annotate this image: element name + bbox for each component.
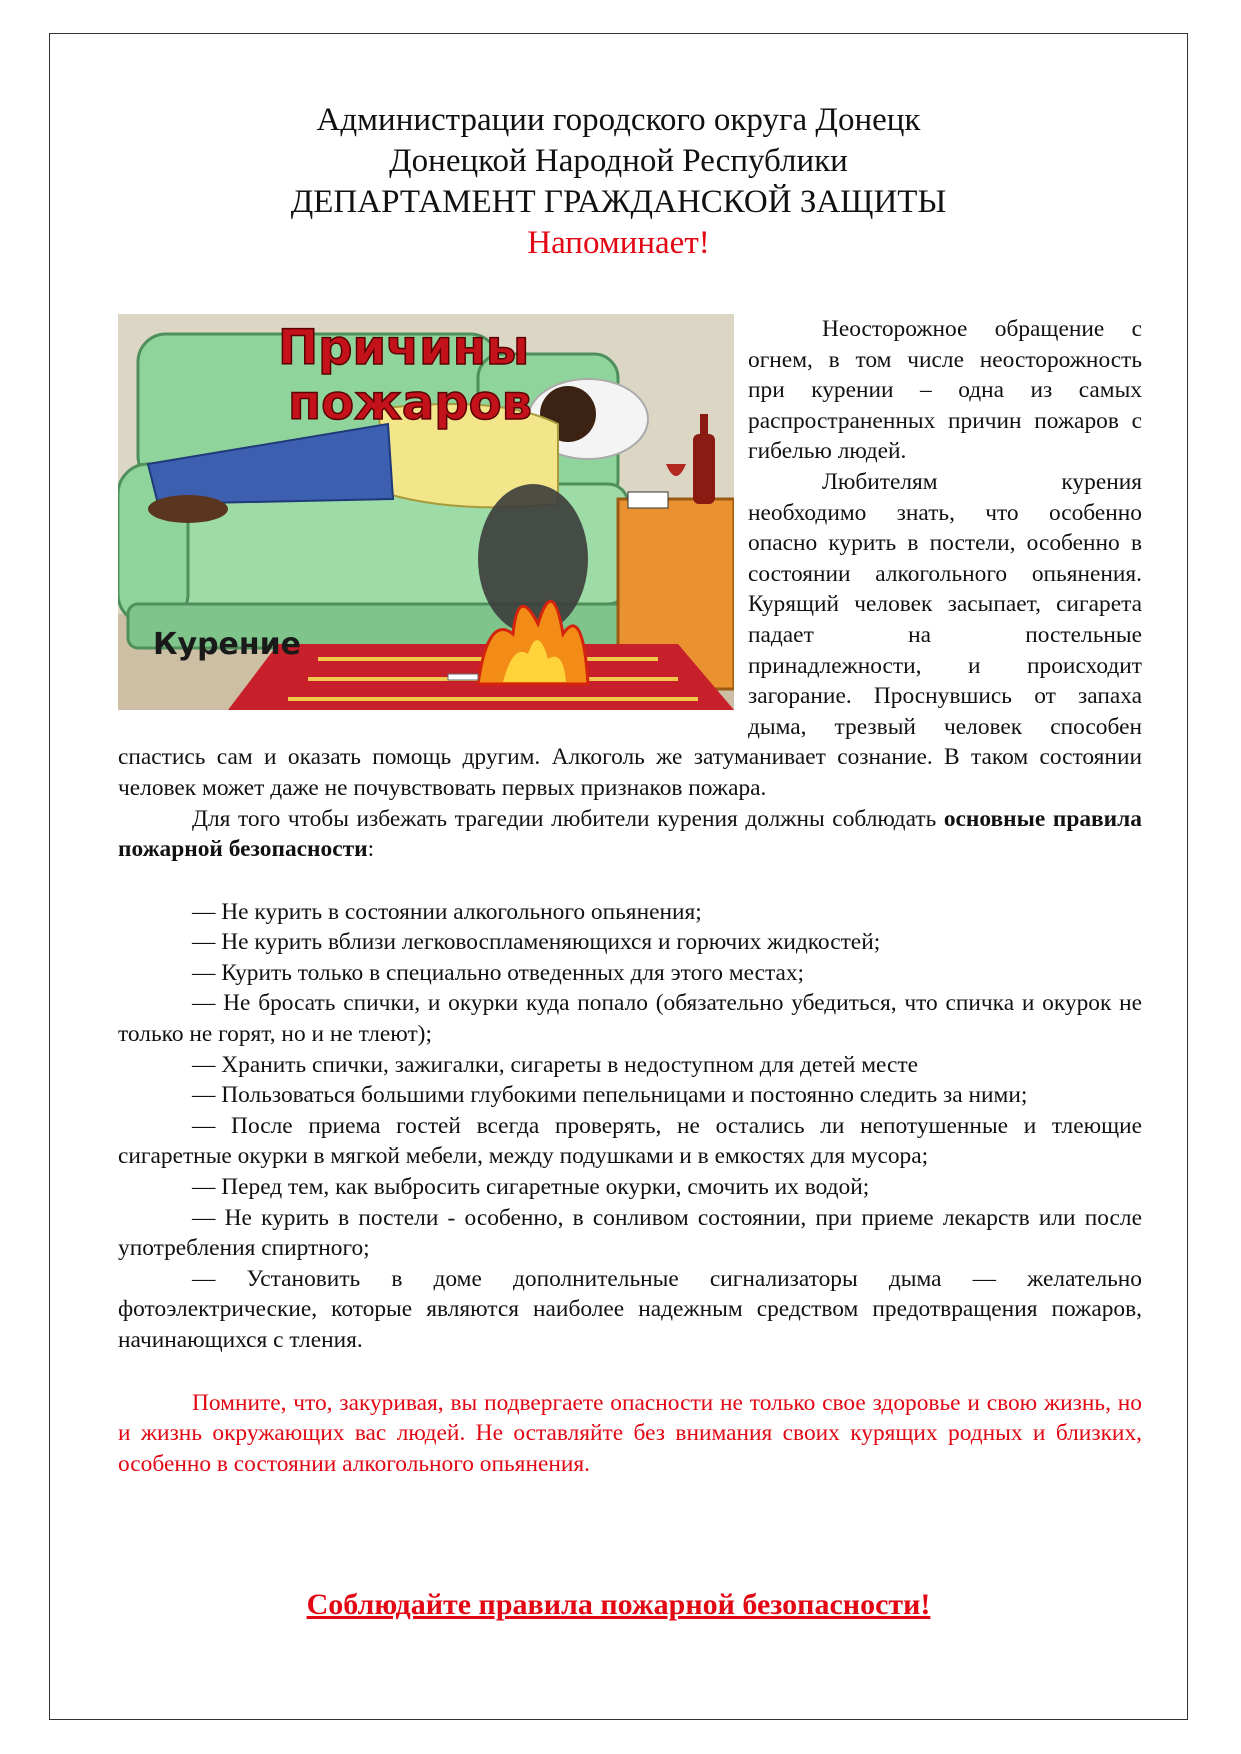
rules-list — [118, 897, 1142, 1356]
rule-item: — Не курить вблизи легковоспламеняющихся и горючих жидкостей; — [192, 929, 881, 956]
rule-item: — Пользоваться большими глубокими пепельницами и постоянно следить за ними; — [192, 1082, 1028, 1109]
rule-item: — Хранить спички, зажигалки, сигареты в недоступном для детей месте — [192, 1051, 918, 1078]
rule-item: — Не курить в постели - особенно, в сонливом состоянии, при приеме лекарств или после употребления спиртного; — [118, 1204, 1142, 1262]
fire-causes-illustration — [118, 314, 734, 710]
smoke-cloud — [478, 484, 588, 634]
paragraph-smoking-danger: Любителям курения необходимо знать, что особенно опасно курить в постели, особенно в состоянии алкогольного опьянения. Курящий человек засыпает, сигарета падает на постельные принадлежности, и происходит загорание. Проснувшись от запаха дыма, трезвый человек способен спастись сам и оказать помощь другим. Алкоголь же затуманивает сознание. В таком состоянии человек может даже не почувствовать первых признаков пожара. — [118, 468, 1142, 801]
rule-item: — Перед тем, как выбросить сигаретные окурки, смочить их водой; — [192, 1174, 870, 1201]
header-administration: Администрации городского округа Донецк — [316, 102, 921, 138]
rule-item: — Не бросать спички, и окурки куда попало (обязательно убедиться, что спичка и окурок не только не горят, но и не тлеют); — [118, 990, 1142, 1048]
paragraph-intro: Неосторожное обращение с огнем, в том числе неосторожность при курении – одна из самых распространенных причин пожаров с гибелью людей. — [748, 316, 1142, 465]
illustration-caption: Курение — [153, 627, 301, 662]
document-header — [49, 100, 1188, 264]
rules-intro-text: Для того чтобы избежать трагедии любители курения должны соблюдать — [192, 805, 944, 832]
header-department: ДЕПАРТАМЕНТ ГРАЖДАНСКОЙ ЗАЩИТЫ — [290, 184, 947, 220]
header-republic: Донецкой Народной Республики — [389, 143, 848, 179]
illustration-title-line2: пожаров — [288, 375, 533, 431]
rules-intro-bold: основные правила пожарной безопасности — [118, 805, 1142, 863]
document-body — [118, 314, 1142, 1479]
warning-paragraph: Помните, что, закуривая, вы подвергаете опасности не только свое здоровье и свою жизнь, но и жизнь окружающих вас людей. Не оставляйте без внимания своих курящих родных и близких, особенно в состоянии алкогольного опьянения. — [118, 1389, 1142, 1477]
rule-item: — Курить только в специально отведенных для этого местах; — [192, 959, 805, 986]
fire-safety-slogan: Соблюдайте правила пожарной безопасности! — [306, 1588, 931, 1621]
rules-intro-end: : — [367, 836, 375, 863]
illustration-title-line1: Причины — [278, 320, 530, 376]
rule-item: — Установить в доме дополнительные сигнализаторы дыма — желательно фотоэлектрические, которые являются наиболее надежным средством предотвращения пожаров, начинающихся с тления. — [118, 1265, 1142, 1353]
rule-item: — После приема гостей всегда проверять, не остались ли непотушенные и тлеющие сигаретные окурки в мягкой мебели, между подушками и в емкостях для мусора; — [118, 1112, 1142, 1170]
rule-item: — Не курить в состоянии алкогольного опьянения; — [192, 898, 702, 925]
header-reminds: Напоминает! — [527, 225, 710, 261]
paragraph-rules-intro — [118, 804, 1142, 865]
